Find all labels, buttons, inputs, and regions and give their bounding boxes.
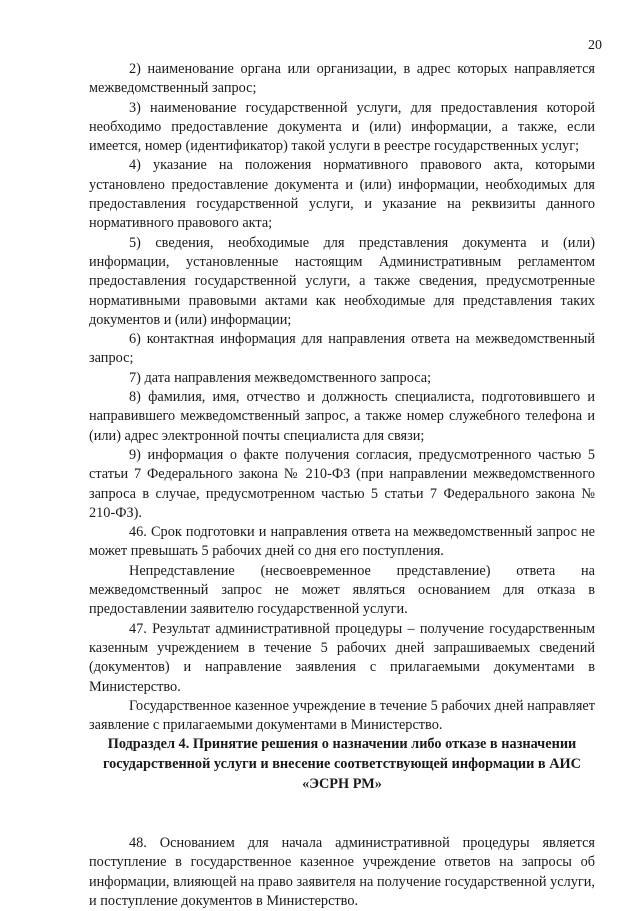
clause-47-note: Государственное казенное учреждение в течение 5 рабочих дней направляет заявление с прилагаемыми документами в Министерство. <box>89 697 595 734</box>
document-body <box>89 60 595 911</box>
clause-46: 46. Срок подготовки и направления ответа на межведомственный запрос не может превышать 5 рабочих дней со дня его поступления. <box>89 524 595 560</box>
page-number: 20 <box>588 38 602 53</box>
list-item-6: 6) контактная информация для направления ответа на межведомственный запрос; <box>89 331 595 367</box>
list-item-3: 3) наименование государственной услуги, для предоставления которой необходимо предоставление документа и (или) информации, а также, если имеется, номер (идентификатор) такой услуги в реестре государственных услуг; <box>89 99 595 155</box>
clause-47: 47. Результат административной процедуры – получение государственным казенным учреждением в течение 5 рабочих дней запрашиваемых сведений (документов) и направление заявления с прилагаемыми документами в Министерство. <box>89 620 595 695</box>
clause-48: 48. Основанием для начала административной процедуры является поступление в государственное казенное учреждение ответов на запросы об информации, влияющей на право заявителя на получение государственной услуги, и поступление документов в Министерство. <box>89 835 595 910</box>
list-item-4: 4) указание на положения нормативного правового акта, которыми установлено предоставление документа и (или) информации, необходимых для предоставления государственной услуги, и указание на реквизиты данного нормативного правового акта; <box>89 157 595 232</box>
list-item-5: 5) сведения, необходимые для представления документа и (или) информации, установленные настоящим Административным регламентом предоставления государственной услуги, а также сведения, предусмотренные нормативными правовыми актами как необходимые для представления таких документов и (или) информации; <box>89 234 595 328</box>
clause-46-note: Непредставление (несвоевременное представление) ответа на межведомственный запрос не может являться основанием для отказа в предоставлении заявителю государственной услуги. <box>89 562 595 618</box>
list-item-7: 7) дата направления межведомственного запроса; <box>129 369 432 386</box>
list-item-9: 9) информация о факте получения согласия, предусмотренного частью 5 статьи 7 Федерального закона № 210-ФЗ (при направлении межведомственного запроса в случае, предусмотренном частью 5 статьи 7 Федерального закона № 210-ФЗ). <box>89 446 595 521</box>
list-item-2: 2) наименование органа или организации, в адрес которых направляется межведомственный запрос; <box>89 61 595 97</box>
subsection-heading: Подраздел 4. Принятие решения о назначении либо отказе в назначении государственной услуги и внесение соответствующей информации в АИС «ЭСРН РМ» <box>102 736 581 792</box>
list-item-8: 8) фамилия, имя, отчество и должность специалиста, подготовившего и направившего межведомственный запрос, а также номер служебного телефона и (или) адрес электронной почты специалиста для связи; <box>89 389 595 444</box>
